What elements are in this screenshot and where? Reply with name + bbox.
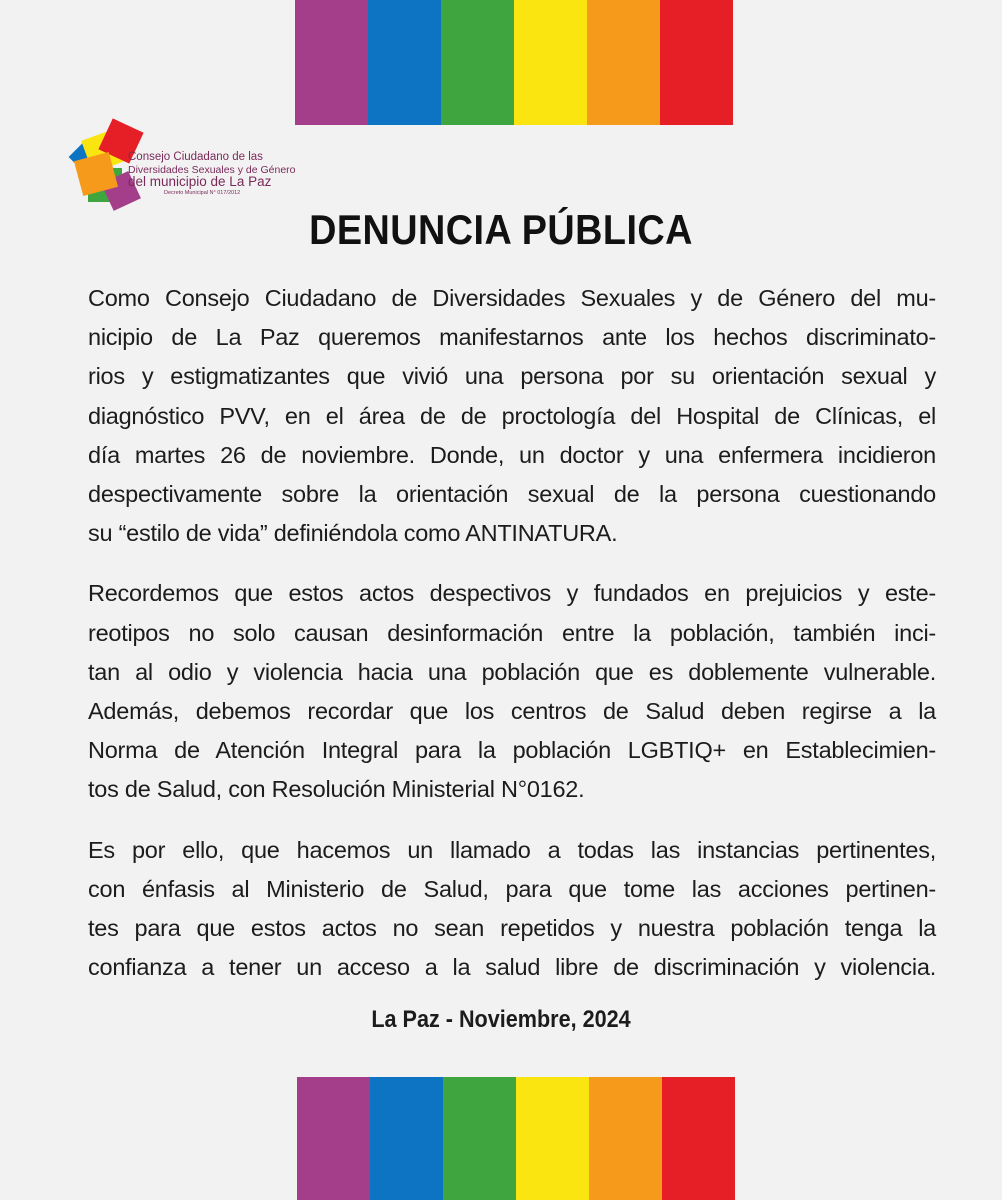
bottom-rainbow-banner [297, 1077, 735, 1200]
stripe-red [662, 1077, 735, 1200]
stripe-purple [297, 1077, 370, 1200]
paragraph-line: despectivamente sobre la orientación sexual de la persona cuestionando [88, 481, 936, 508]
paragraph-line: Recordemos que estos actos despectivos y fundados en prejuicios y este- [88, 580, 936, 607]
logo-line-3: del municipio de La Paz [128, 174, 272, 189]
stripe-yellow [516, 1077, 589, 1200]
paragraph-line: nicipio de La Paz queremos manifestarnos ante los hechos discriminato- [88, 324, 936, 351]
logo-line-4: Decreto Municipal N° 017/2012 [164, 189, 241, 196]
paragraph-line: Es por ello, que hacemos un llamado a todas las instancias pertinentes, [88, 836, 936, 863]
top-rainbow-banner [295, 0, 733, 125]
paragraph-line: Como Consejo Ciudadano de Diversidades Sexuales y de Género del mu- [88, 285, 936, 311]
stripe-yellow [514, 0, 587, 125]
paragraph-line: día martes 26 de noviembre. Donde, un doctor y una enfermera incidieron [88, 441, 936, 468]
stripe-green [443, 1077, 516, 1200]
paragraph-2 [88, 574, 936, 809]
paragraph-line: confianza a tener un acceso a la salud libre de discriminación y violencia. [88, 954, 936, 981]
statement-body [88, 279, 936, 1008]
stripe-blue [368, 0, 441, 125]
place-and-date: La Paz - Noviembre, 2024 [371, 1006, 631, 1033]
paragraph-line: rios y estigmatizantes que vivió una persona por su orientación sexual y [88, 363, 936, 390]
paragraph-3 [88, 831, 936, 988]
paragraph-line: Además, debemos recordar que los centros de Salud deben regirse a la [88, 698, 936, 725]
logo-line-2: Diversidades Sexuales y de Género [128, 163, 296, 176]
stripe-purple [295, 0, 368, 125]
logo-line-1: Consejo Ciudadano de las [128, 151, 263, 163]
paragraph-line: tes para que estos actos no sean repetidos y nuestra población tenga la [88, 915, 936, 942]
page-title: DENUNCIA PÚBLICA [309, 206, 693, 253]
stripe-green [441, 0, 514, 125]
paragraph-line: Norma de Atención Integral para la población LGBTIQ+ en Establecimien- [88, 737, 936, 764]
paragraph-line: con énfasis al Ministerio de Salud, para que tome las acciones pertinen- [88, 875, 936, 902]
paragraph-line: diagnóstico PVV, en el área de de proctología del Hospital de Clínicas, el [88, 402, 936, 429]
logo-text [128, 152, 298, 196]
paragraph-line: reotipos no solo causan desinformación entre la población, también inci- [88, 619, 936, 646]
paragraph-line: tan al odio y violencia hacia una población que es doblemente vulnerable. [88, 658, 936, 685]
paragraph-1 [88, 279, 936, 553]
paragraph-line: su “estilo de vida” definiéndola como ANTINATURA. [88, 520, 618, 547]
paragraph-line: tos de Salud, con Resolución Ministerial N°0162. [88, 776, 585, 803]
stripe-red [660, 0, 733, 125]
stripe-blue [370, 1077, 443, 1200]
stripe-orange [589, 1077, 662, 1200]
stripe-orange [587, 0, 660, 125]
